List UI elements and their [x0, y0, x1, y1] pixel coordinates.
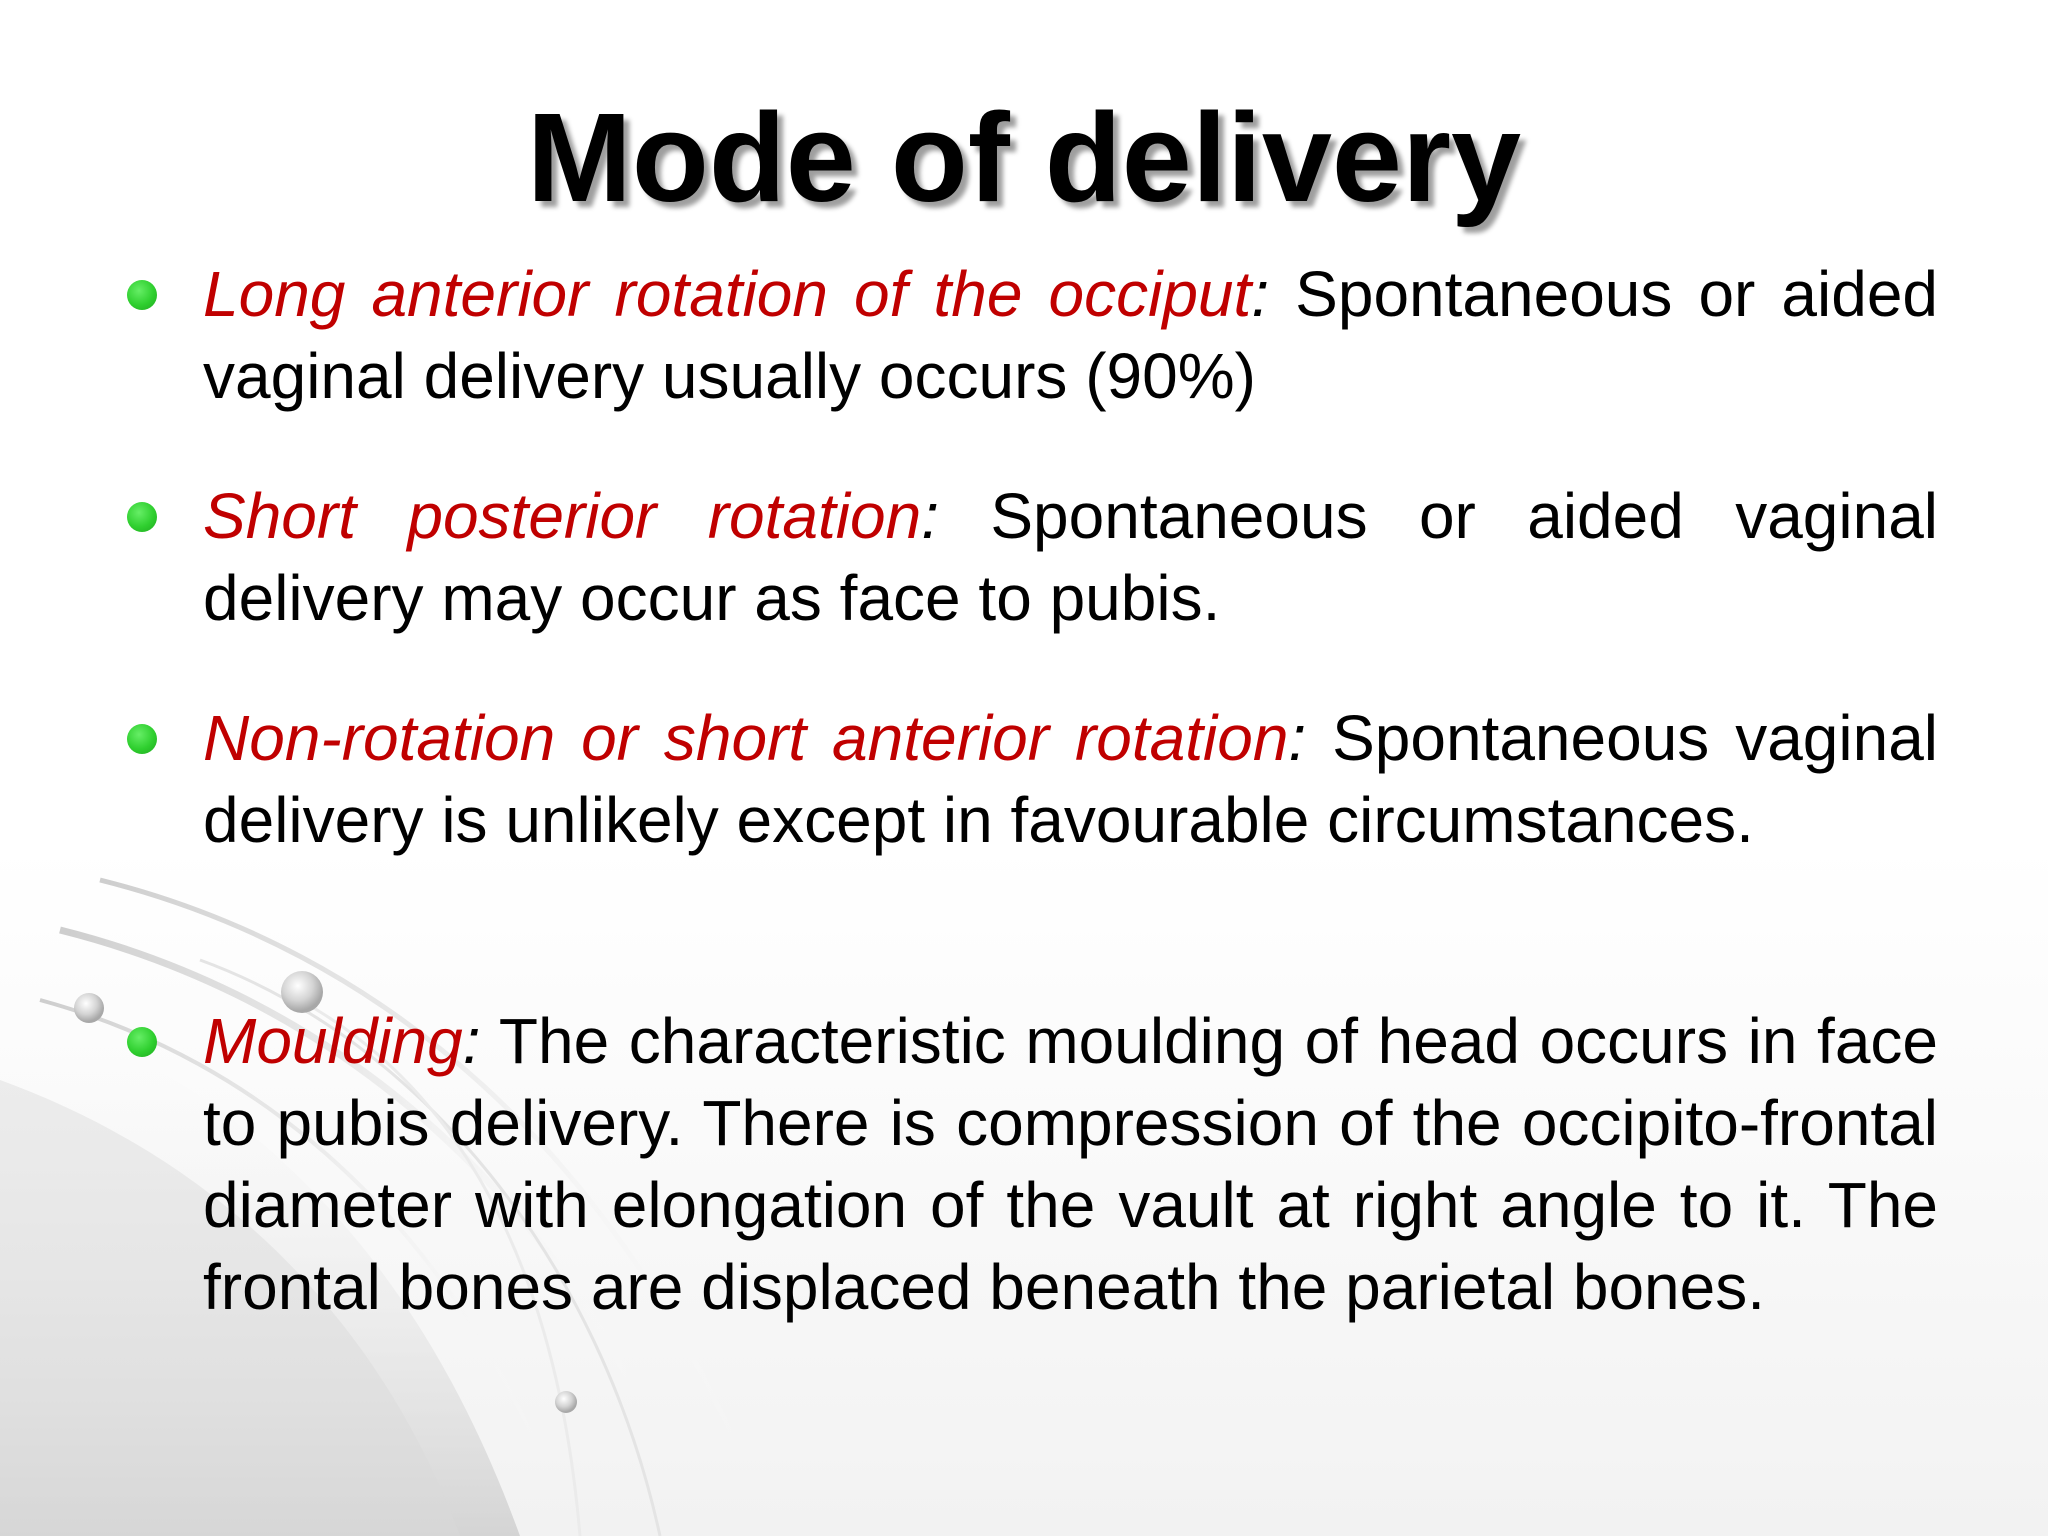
term-colon: : — [1288, 702, 1307, 774]
green-bullet-icon — [127, 1027, 157, 1057]
bullet-text: Spontaneous vaginal delivery is unlikely except in favourable circumstances. — [203, 702, 1938, 856]
bullet-term: Moulding — [203, 1005, 463, 1077]
term-colon: : — [921, 480, 939, 552]
bullet-item-short-posterior-rotation — [203, 475, 1938, 639]
bullet-term: Non-rotation or short anterior rotation — [203, 702, 1289, 774]
bullet-text: Spontaneous or aided vaginal delivery may occur as face to pubis. — [203, 480, 1938, 634]
bullet-item-moulding — [203, 1000, 1938, 1328]
term-colon: : — [1251, 258, 1270, 330]
green-bullet-icon — [127, 724, 157, 754]
bullet-item-non-rotation — [203, 697, 1938, 861]
bullet-text: Spontaneous or aided vaginal delivery usually occurs (90%) — [203, 258, 1939, 412]
bullet-text: The characteristic moulding of head occurs in face to pubis delivery. There is compression of the occipito-frontal diameter with elongation of the vault at right angle to it. The frontal bones are displaced beneath the parietal bones. — [203, 1005, 1938, 1323]
bullet-item-long-anterior-rotation — [203, 253, 1938, 417]
slide-title: Mode of delivery — [526, 87, 1522, 228]
bullet-term: Long anterior rotation of the occiput — [203, 258, 1252, 330]
bullet-term: Short posterior rotation — [203, 480, 922, 552]
green-bullet-icon — [127, 502, 157, 532]
term-colon: : — [462, 1005, 481, 1077]
green-bullet-icon — [127, 280, 157, 310]
